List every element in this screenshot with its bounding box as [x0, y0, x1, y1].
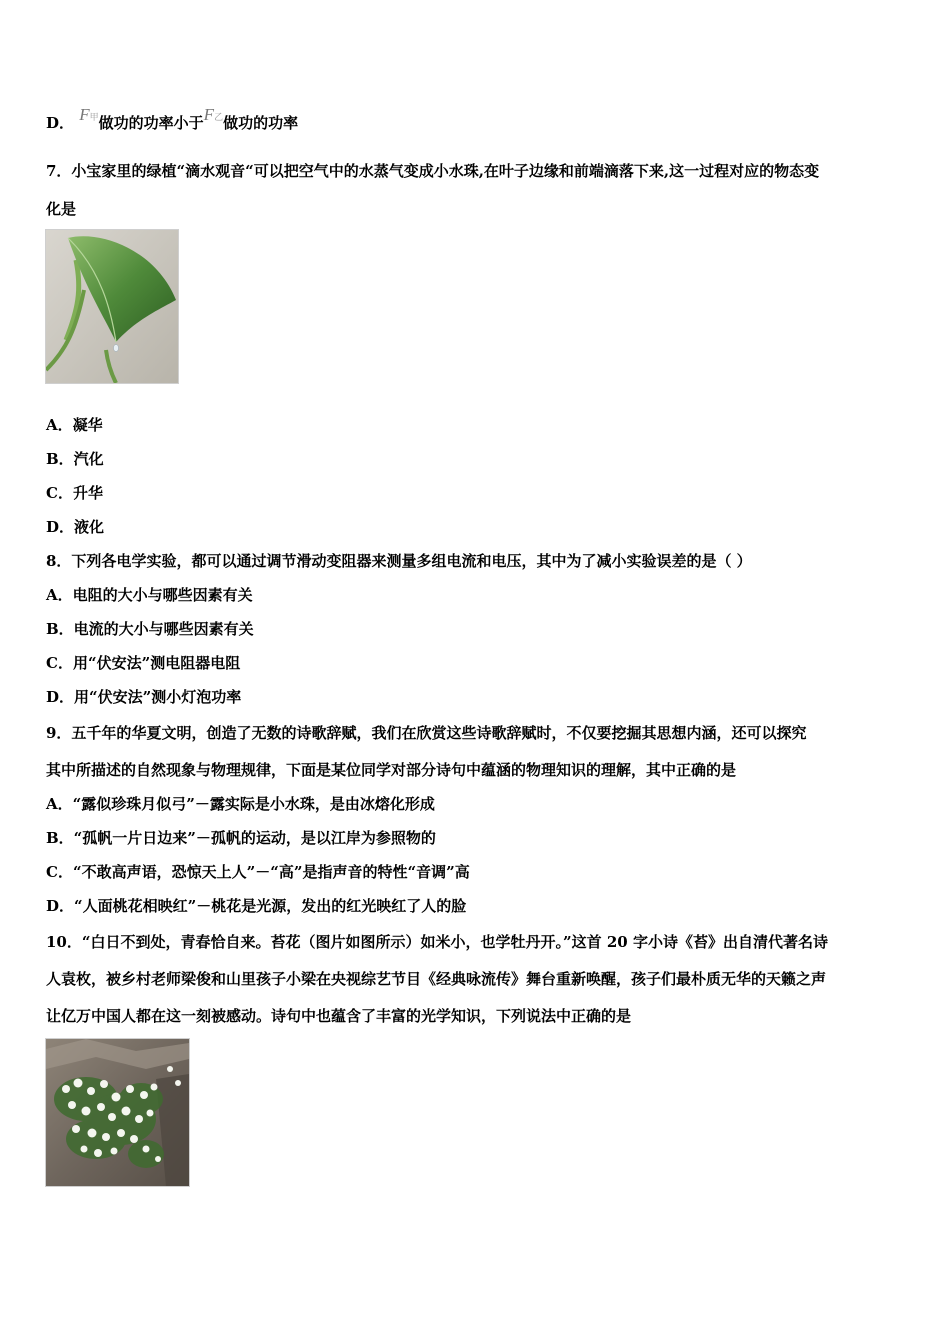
plant-leaf-photo — [45, 229, 179, 384]
q10-stem-line1: 10．“白日不到处，青春恰自来。苔花（图片如图所示）如米小，也学牡丹开。”这首 20 字小诗《苔》出自清代著名诗 — [46, 933, 828, 951]
q7-stem-line2: 化是 — [46, 200, 77, 218]
q9-option-b: B．“孤帆一片日边来”－孤帆的运动，是以江岸为参照物的 — [46, 829, 436, 847]
q6-option-d: D． F甲做功的功率小于F乙做功的功率 — [46, 105, 299, 132]
q7-option-a: A．凝华 — [46, 416, 103, 434]
moss-flower-photo — [45, 1038, 190, 1187]
q9-option-d: D．“人面桃花相映红”－桃花是光源，发出的红光映红了人的脸 — [46, 897, 467, 915]
q7-option-b: B．汽化 — [46, 450, 104, 468]
q8-stem: 8．下列各电学实验，都可以通过调节滑动变阻器来测量多组电流和电压，其中为了减小实验误差的是（ ） — [46, 552, 752, 570]
q8-option-a: A．电阻的大小与哪些因素有关 — [46, 586, 253, 604]
q9-stem-line2: 其中所描述的自然现象与物理规律，下面是某位同学对部分诗句中蕴涵的物理知识的理解，其中正确的是 — [46, 761, 737, 779]
q10-stem-line3: 让亿万中国人都在这一刻被感动。诗句中也蕴含了丰富的光学知识，下列说法中正确的是 — [46, 1007, 632, 1025]
q7-stem-line1: 7．小宝家里的绿植“滴水观音“可以把空气中的水蒸气变成小水珠,在叶子边缘和前端滴落下来,这一过程对应的物态变 — [46, 162, 820, 180]
q8-option-d: D．用“伏安法”测小灯泡功率 — [46, 688, 242, 706]
q10-stem-line2: 人袁枚，被乡村老师梁俊和山里孩子小梁在央视综艺节目《经典咏流传》舞台重新唤醒，孩子们最朴质无华的天籁之声 — [46, 970, 827, 988]
f-jia-symbol: F甲 — [79, 105, 99, 124]
q9-option-c: C．“不敢高声语，恐惊天上人”－“高”是指声音的特性“音调”高 — [46, 863, 470, 881]
q7-option-c: C．升华 — [46, 484, 103, 502]
q9-stem-line1: 9．五千年的华夏文明，创造了无数的诗歌辞赋，我们在欣赏这些诗歌辞赋时，不仅要挖掘其思想内涵，还可以探究 — [46, 724, 807, 742]
q8-option-b: B．电流的大小与哪些因素有关 — [46, 620, 254, 638]
q7-option-d: D．液化 — [46, 518, 105, 536]
q9-option-a: A．“露似珍珠月似弓”－露实际是小水珠，是由冰熔化形成 — [46, 795, 435, 813]
f-yi-symbol: F乙 — [203, 105, 224, 124]
q8-option-c: C．用“伏安法”测电阻器电阻 — [46, 654, 241, 672]
